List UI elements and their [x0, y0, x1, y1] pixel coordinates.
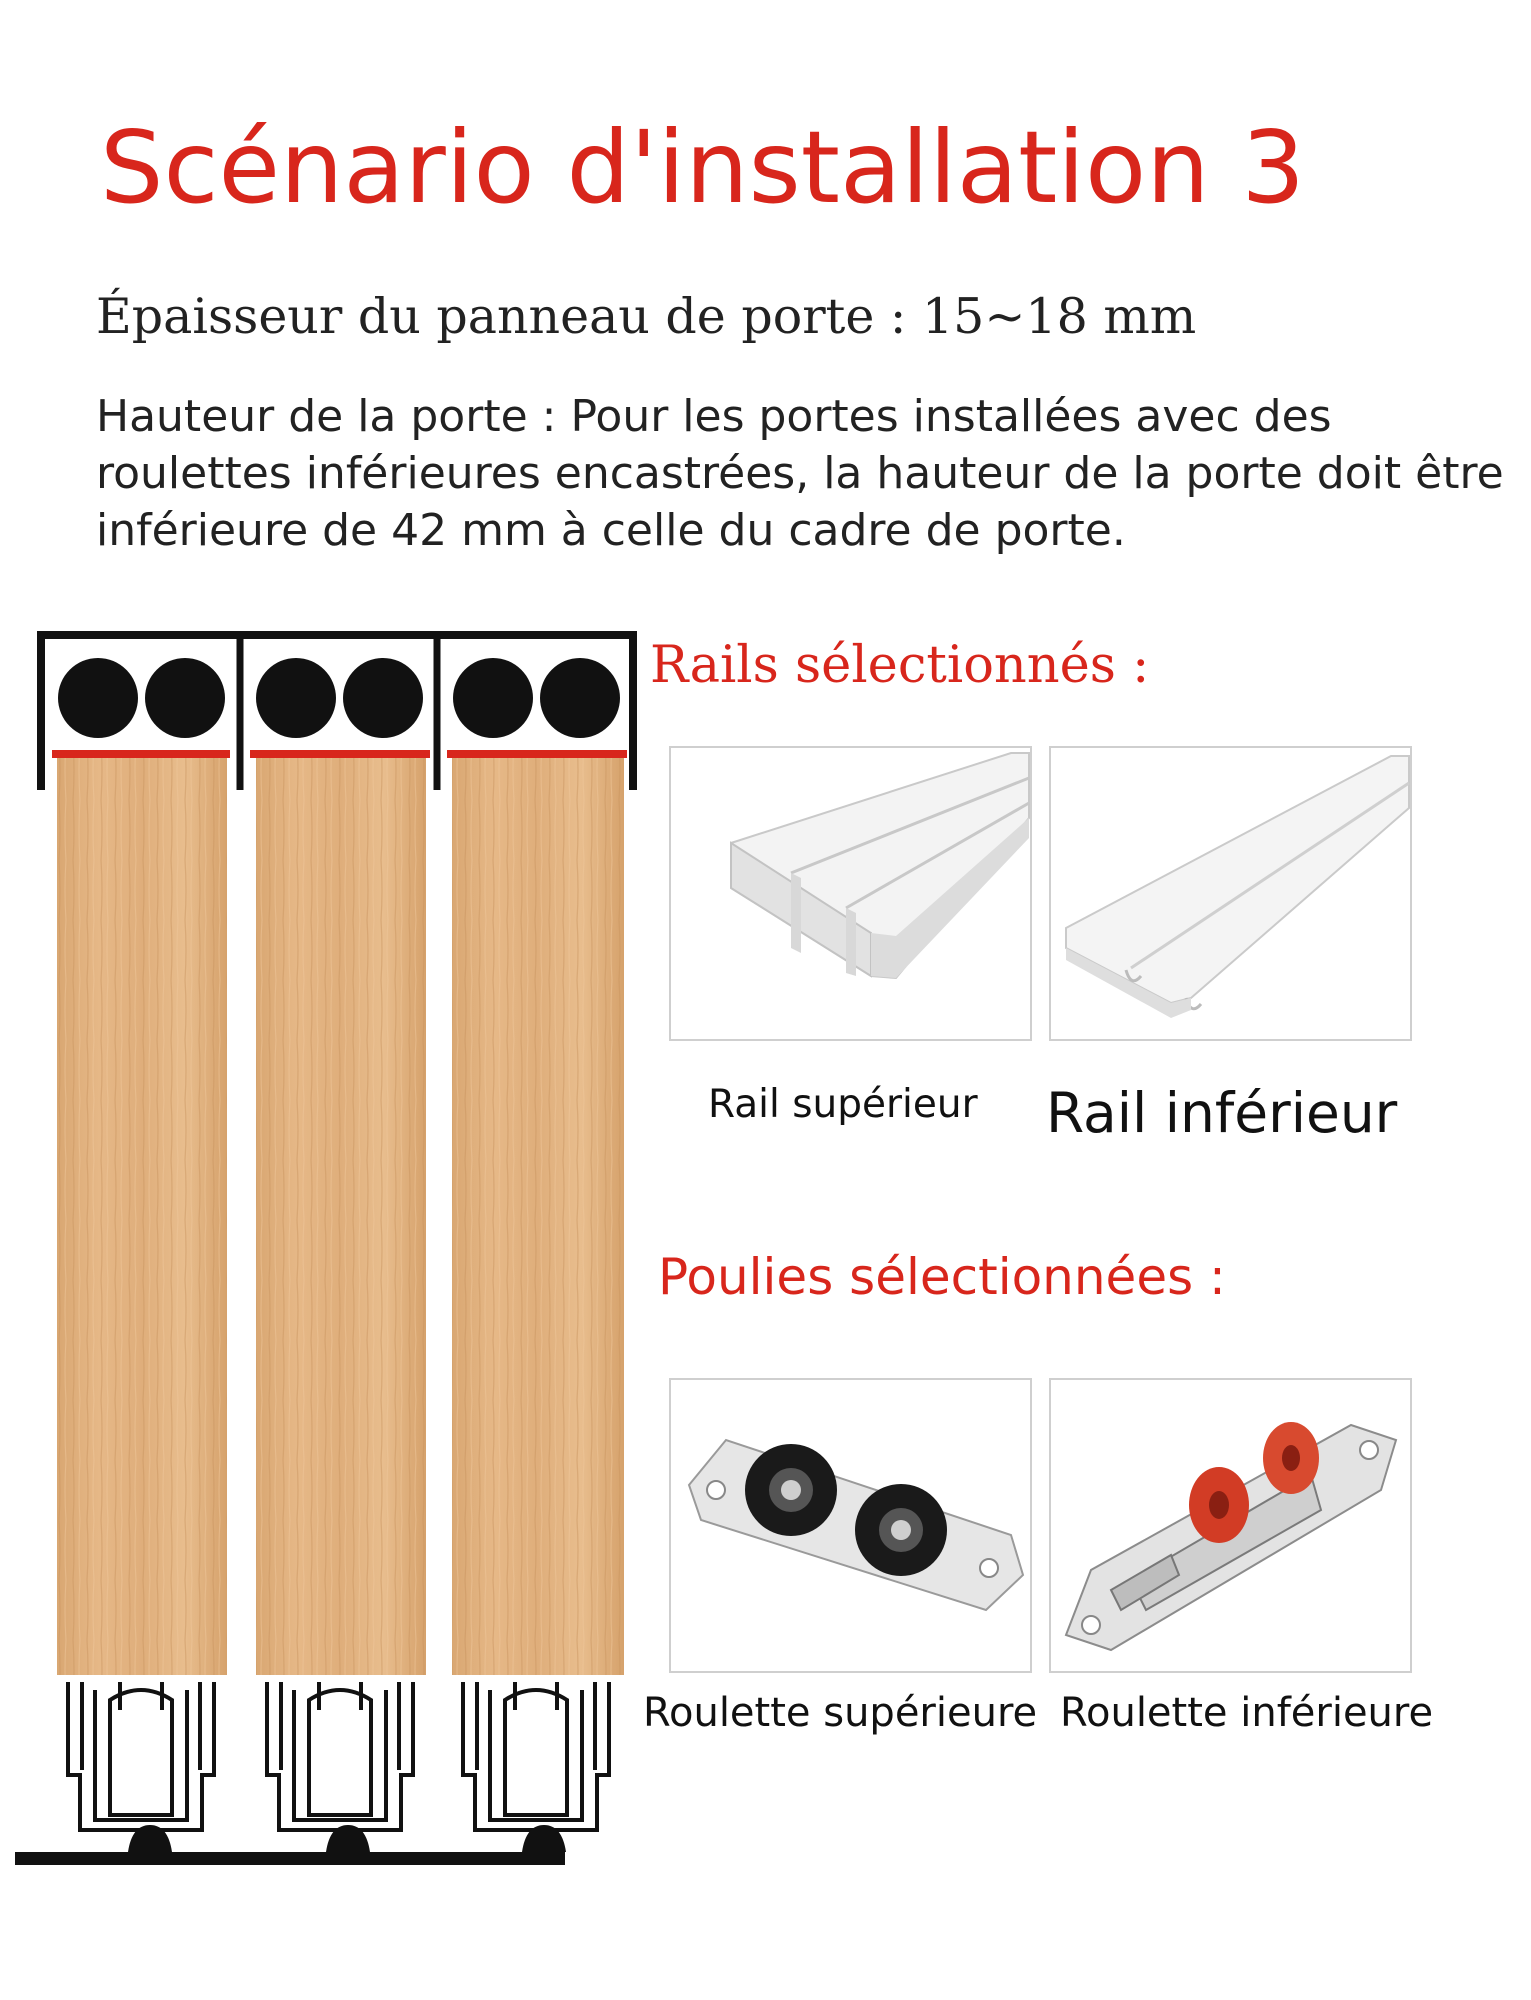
sliding-door-diagram [0, 620, 660, 1880]
door-panel-3 [447, 658, 627, 1675]
top-rail-image [669, 746, 1032, 1041]
panel-thickness-text: Épaisseur du panneau de porte : 15~18 mm [96, 288, 1197, 345]
page-title: Scénario d'installation 3 [100, 109, 1306, 226]
rails-heading: Rails sélectionnés : [650, 636, 1150, 695]
door-height-note: Hauteur de la porte : Pour les portes installées avec des roulettes inférieures encastrées, la hauteur de la porte doit être inférieure de 42 mm à celle du cadre de porte. [96, 391, 1504, 556]
bottom-roller-caption: Roulette inférieure [1060, 1690, 1434, 1736]
top-roller-caption: Roulette supérieure [643, 1690, 1038, 1736]
top-rail-caption: Rail supérieur [708, 1082, 978, 1127]
top-roller-image [669, 1378, 1032, 1673]
bottom-roller-image [1049, 1378, 1412, 1673]
bottom-rail-image [1049, 746, 1412, 1041]
bottom-rail-caption: Rail inférieur [1046, 1081, 1398, 1145]
door-panel-1 [52, 658, 230, 1675]
bottom-rollers [68, 1682, 609, 1830]
pulleys-heading: Poulies sélectionnées : [658, 1248, 1226, 1306]
door-panel-2 [250, 658, 430, 1675]
